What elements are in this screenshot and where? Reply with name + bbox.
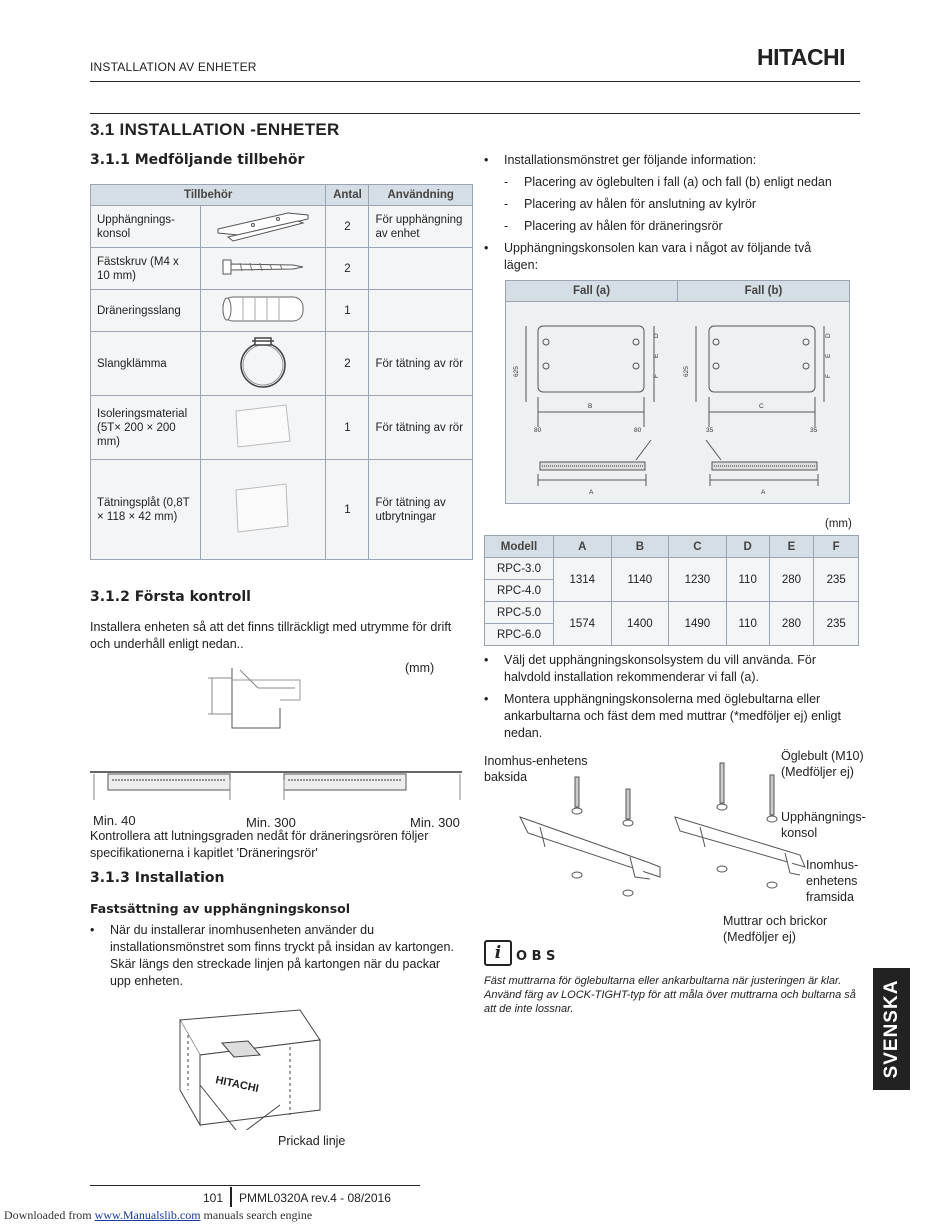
table-row [485, 558, 859, 580]
carton-brand: HITACHI [214, 1074, 260, 1096]
bullet-item: • När du installerar inomhusenheten använder du installationsmönstret som finns tryckt på insidan av kartongen. Skär längs den streckade linjen på kartongen när du packar upp enheten. [90, 922, 465, 992]
bullet-text: Montera upphängningskonsolerna med öglebultarna eller ankarbultarna och fäst dem med muttrar (*medföljer ej) enligt nedan. [504, 692, 841, 740]
dim-625-b: 625 [683, 366, 690, 377]
bullet-item: • Välj det upphängningskonsolsystem du vill använda. För halvdold installation rekommenderar vi fall (a). [484, 652, 864, 686]
cell: 235 [814, 602, 859, 646]
model-name: RPC-3.0 [485, 558, 554, 580]
fall-diagram [505, 280, 850, 504]
dim-625-a: 625 [513, 366, 520, 377]
download-suffix: manuals search engine [200, 1208, 313, 1222]
bullet-text: Upphängningskonsolen kan vara i något av följande två lägen: [504, 241, 812, 272]
item-qty: 1 [326, 290, 369, 332]
model-table [484, 535, 859, 646]
fall-b-header: Fall (b) [744, 285, 783, 297]
dim-80-left: 80 [534, 427, 542, 434]
clamp-icon [201, 332, 326, 396]
label-bracket: Upphängnings- konsol [781, 810, 866, 840]
manualslib-link[interactable]: www.Manualslib.com [94, 1208, 201, 1222]
item-qty: 2 [326, 248, 369, 290]
hitachi-logo: HITACHI [757, 44, 846, 70]
label-nuts: Muttrar och brickor (Medföljer ej) [723, 914, 828, 944]
dim-e-a: E [653, 353, 660, 358]
dim-35-left: 35 [706, 427, 714, 434]
item-name: Tätningsplåt (0,8T × 118 × 42 mm) [91, 460, 201, 560]
label-front-side: Inomhus- enhetens framsida [806, 858, 859, 904]
slope-text: Kontrollera att lutningsgraden nedåt för dräneringsrören följer specifikationerna i kapitlet 'Dräneringsrör' [90, 829, 429, 860]
item-qty: 1 [326, 460, 369, 560]
col-header: Tillbehör [91, 185, 326, 206]
subsection-title-311: 3.1.1 Medföljande tillbehör [90, 152, 305, 168]
download-line [4, 1208, 312, 1223]
col-header: E [769, 536, 814, 558]
cell: 110 [726, 602, 769, 646]
language-tab [873, 968, 910, 1090]
item-use: För tätning av rör [369, 332, 473, 396]
clearance-text: Installera enheten så att det finns tillräckligt med utrymme för drift och underhåll enligt nedan.. [90, 620, 452, 651]
model-name: RPC-6.0 [485, 624, 554, 646]
item-use: För tätning av rör [369, 396, 473, 460]
col-header: F [814, 536, 859, 558]
item-use: För tätning av utbrytningar [369, 460, 473, 560]
fall-drawings [506, 302, 849, 502]
clearance-diagram [90, 660, 470, 810]
dim-f-b: F [825, 374, 832, 378]
model-name: RPC-4.0 [485, 580, 554, 602]
cell: 235 [814, 558, 859, 602]
label-back-side: Inomhus-enhetens baksida [484, 754, 588, 784]
dim-35-right: 35 [810, 427, 818, 434]
dotted-line-label: Prickad linje [278, 1134, 346, 1148]
cell: 280 [769, 558, 814, 602]
info-icon: i [484, 940, 512, 966]
dim-b: B [588, 403, 593, 410]
item-name: Upphängnings- konsol [91, 206, 201, 248]
doc-id: PMML0320A rev.4 - 08/2016 [239, 1191, 391, 1205]
plate-icon [201, 460, 326, 560]
cell: 1230 [669, 558, 727, 602]
col-header: Användning [369, 185, 473, 206]
dash-text: Placering av hålen för anslutning av kylrör [524, 197, 757, 211]
language-tab-label: SVENSKA [880, 979, 902, 1079]
screw-icon [201, 248, 326, 290]
label-eye-bolt: Öglebult (M10) (Medföljer ej) [781, 749, 864, 779]
page-number: 101 [203, 1191, 224, 1205]
item-qty: 1 [326, 396, 369, 460]
dim-d-b: D [825, 333, 832, 338]
header-section-title: INSTALLATION AV ENHETER [90, 60, 257, 74]
hose-icon [201, 290, 326, 332]
table-row [91, 396, 473, 460]
download-prefix: Downloaded from [4, 1208, 92, 1222]
cell: 1400 [611, 602, 669, 646]
subsection-title-312: 3.1.2 Första kontroll [90, 589, 251, 605]
header-rule [90, 81, 860, 82]
cell: 280 [769, 602, 814, 646]
col-header: B [611, 536, 669, 558]
obs-title: O B S [516, 949, 556, 964]
obs-note: Fäst muttrarna för öglebultarna eller ankarbultarna när justeringen är klar. Använd färg av LOCK-TIGHT-typ för att måla över muttrarna och bultarna så att de inte lossnar. [484, 975, 856, 1015]
footer-divider [230, 1187, 232, 1207]
dim-a-right: A [761, 489, 766, 496]
dim-c: C [759, 403, 764, 410]
cell: 1490 [669, 602, 727, 646]
bullet-item: • Upphängningskonsolen kan vara i något av följande två lägen: [484, 240, 864, 274]
dim-d-a: D [653, 333, 660, 338]
subsection-title-313: 3.1.3 Installation [90, 870, 225, 886]
dim-e-b: E [825, 353, 832, 358]
table-row [91, 290, 473, 332]
col-header: Modell [485, 536, 554, 558]
item-name: Dräneringsslang [91, 290, 201, 332]
cell: 1140 [611, 558, 669, 602]
col-header: A [554, 536, 612, 558]
cell: 110 [726, 558, 769, 602]
dim-80-right: 80 [634, 427, 642, 434]
cell: 1574 [554, 602, 612, 646]
bracket-icon [201, 206, 326, 248]
item-use: För upphängning av enhet [369, 206, 473, 248]
min300-left-label: Min. 300 [246, 815, 296, 830]
item-qty: 2 [326, 206, 369, 248]
col-header: C [669, 536, 727, 558]
accessories-table [90, 184, 473, 560]
bullet-text: När du installerar inomhusenheten använder du installationsmönstret som finns tryckt på insidan av kartongen. Skär längs den streckade linjen på kartongen när du packar upp enheten. [110, 923, 454, 988]
table-row [91, 248, 473, 290]
min300-right-label: Min. 300 [410, 815, 460, 830]
dash-text: Placering av hålen för dräneringsrör [524, 219, 723, 233]
dash-item: - Placering av öglebulten i fall (a) och fall (b) enligt nedan [504, 175, 832, 189]
dash-text: Placering av öglebulten i fall (a) och fall (b) enligt nedan [524, 175, 832, 189]
table-row [91, 206, 473, 248]
col-header: D [726, 536, 769, 558]
insulation-icon [201, 396, 326, 460]
fall-a-header: Fall (a) [506, 281, 678, 301]
item-name: Fästskruv (M4 x 10 mm) [91, 248, 201, 290]
cell: 1314 [554, 558, 612, 602]
bullet-item: • Montera upphängningskonsolerna med öglebultarna eller ankarbultarna och fäst dem med muttrar (*medföljer ej) enligt nedan. [484, 691, 864, 742]
bullet-item: • Installationsmönstret ger följande information: [484, 153, 757, 167]
min40-label: Min. 40 [93, 813, 136, 828]
item-qty: 2 [326, 332, 369, 396]
item-name: Slangklämma [91, 332, 201, 396]
bullet-text: Installationsmönstret ger följande information: [504, 153, 757, 167]
col-header: Antal [326, 185, 369, 206]
dim-a-left: A [589, 489, 594, 496]
dash-item: - Placering av hålen för dräneringsrör [504, 219, 723, 233]
table-row [91, 460, 473, 560]
section-rule [90, 113, 860, 114]
unit-label: (mm) [405, 661, 435, 675]
dash-item: - Placering av hålen för anslutning av kylrör [504, 197, 757, 211]
carton-diagram [170, 1005, 330, 1130]
table-row [91, 332, 473, 396]
footer-rule [90, 1185, 420, 1186]
model-name: RPC-5.0 [485, 602, 554, 624]
item-use [369, 290, 473, 332]
model-unit-label: (mm) [825, 518, 852, 530]
subheading-fastening: Fastsättning av upphängningskonsol [90, 901, 351, 916]
section-title: 3.1 INSTALLATION -ENHETER [90, 120, 340, 139]
item-name: Isoleringsmaterial (5T× 200 × 200 mm) [91, 396, 201, 460]
dim-f-a: F [653, 374, 660, 378]
table-row [485, 602, 859, 624]
item-use [369, 248, 473, 290]
bullet-text: Välj det upphängningskonsolsystem du vill använda. För halvdold installation rekommenderar vi fall (a). [504, 653, 816, 684]
